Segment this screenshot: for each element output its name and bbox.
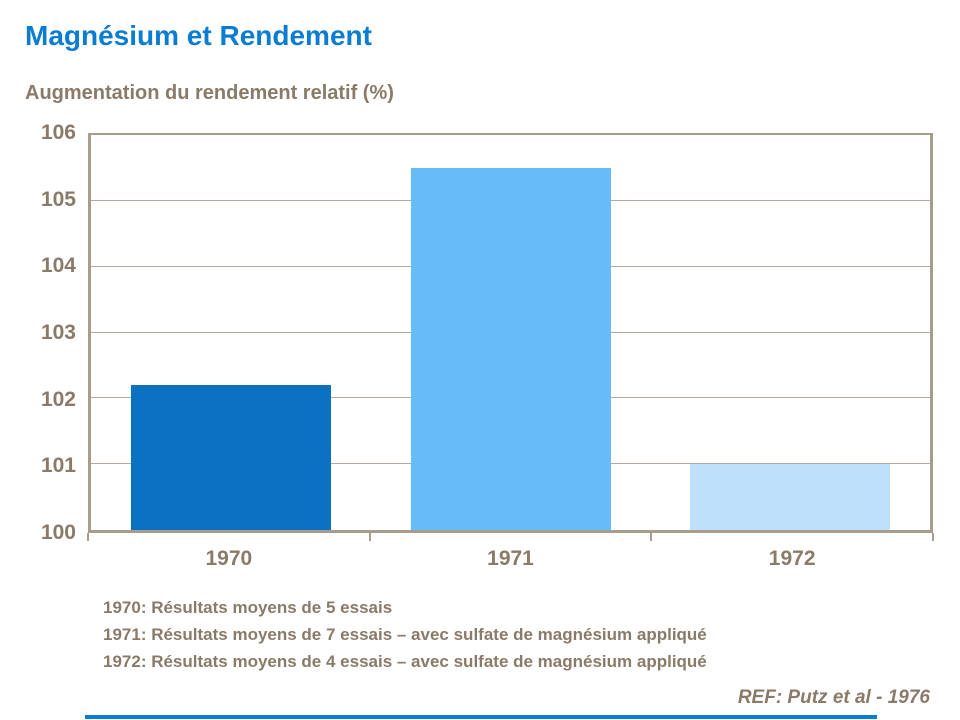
y-axis-label-106: 106 [40, 121, 76, 144]
y-axis-label-104: 104 [40, 254, 76, 278]
y-axis-label-105: 105 [40, 187, 76, 211]
page-title: Magnésium et Rendement [25, 20, 372, 51]
y-axis-label-100: 100 [40, 521, 76, 544]
axis-tick-3 [932, 533, 934, 541]
y-axis-label-103: 103 [40, 321, 76, 344]
axis-tick-0 [87, 533, 89, 541]
x-axis-label-1972: 1972 [768, 547, 816, 570]
footnotes [103, 594, 707, 675]
plot-area [88, 133, 933, 533]
footnote-line-1971: 1971: Résultats moyens de 7 essais – avec sulfate de magnésium appliqué [103, 625, 707, 644]
reference-text: REF: Putz et al - 1976 [737, 687, 930, 708]
axis-tick-1 [369, 533, 371, 541]
footer-bar [85, 715, 877, 719]
x-axis-label-1971: 1971 [487, 547, 534, 570]
chart-subtitle: Augmentation du rendement relatif (%) [25, 82, 394, 104]
x-axis-label-1970: 1970 [205, 547, 253, 570]
bar-1972 [690, 464, 890, 530]
bar-1970 [131, 385, 331, 530]
y-axis-label-102: 102 [40, 387, 76, 411]
footnote-line-1972: 1972: Résultats moyens de 4 essais – avec sulfate de magnésium appliqué [103, 652, 707, 671]
y-axis-label-101: 101 [40, 454, 76, 478]
bar-1971 [411, 168, 611, 530]
footnote-line-1970: 1970: Résultats moyens de 5 essais [103, 598, 393, 617]
axis-tick-2 [650, 533, 652, 541]
